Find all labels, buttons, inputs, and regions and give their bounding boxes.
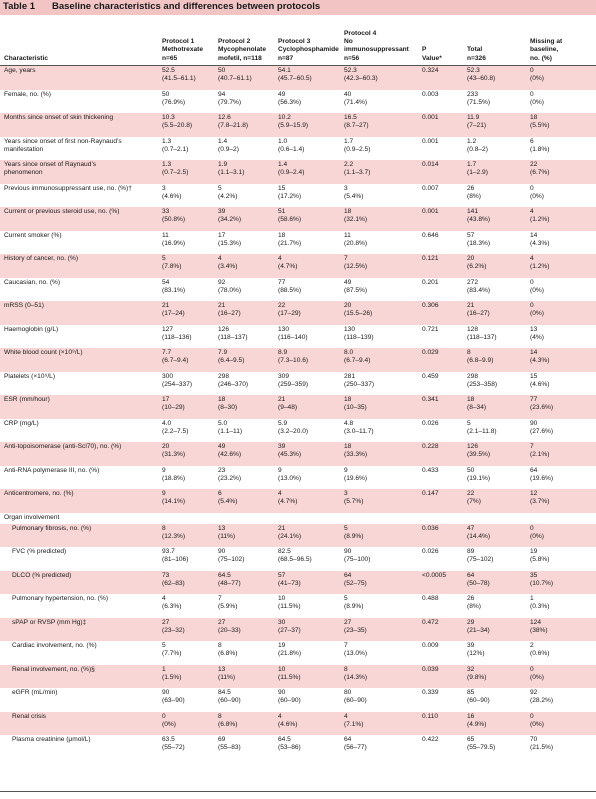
cell-total: 50 (19.1%) bbox=[467, 466, 491, 482]
cell-protocol-1: 4 (6.3%) bbox=[162, 595, 182, 611]
cell-total: 52.3 (43–60.8) bbox=[463, 66, 526, 90]
cell-total: 1.7 (1–2.9) bbox=[463, 160, 526, 184]
table-row bbox=[0, 641, 596, 665]
cell-missing: 64 (19.6%) bbox=[530, 466, 554, 482]
table-row bbox=[0, 489, 596, 513]
cell-protocol-1: 20 (31.3%) bbox=[158, 442, 214, 466]
cell-total: 272 (83.4%) bbox=[467, 278, 491, 294]
cell-missing: 0 (0%) bbox=[526, 301, 596, 325]
cell-characteristic: Months since onset of skin thickening bbox=[0, 113, 158, 137]
cell-total: 8 (6.8–9.9) bbox=[463, 348, 526, 372]
cell-protocol-3: 90 (60–90) bbox=[278, 689, 301, 705]
cell-p-value: 0.001 bbox=[418, 113, 463, 137]
cell-protocol-4: 5 (8.9%) bbox=[340, 524, 418, 548]
cell-protocol-1: 11 (16.9%) bbox=[162, 231, 186, 247]
cell-total: 26 (8%) bbox=[467, 595, 481, 611]
cell-protocol-3: 10 (11.5%) bbox=[278, 595, 301, 611]
table-row bbox=[0, 137, 596, 161]
table-row bbox=[0, 547, 596, 571]
cell-protocol-4: 8.0 (6.7–9.4) bbox=[340, 348, 418, 372]
cell-protocol-2: 1.9 (1.1–3.1) bbox=[214, 160, 274, 184]
header-p-value: P Value* bbox=[418, 20, 463, 66]
cell-p-value: 0.721 bbox=[422, 325, 439, 333]
cell-missing: 4 (1.2%) bbox=[526, 207, 596, 231]
section-row bbox=[0, 513, 596, 524]
header-total: Total n=326 bbox=[463, 20, 526, 66]
cell-protocol-4: 52.3 (42.3–60.3) bbox=[340, 66, 418, 90]
cell-missing: 12 (3.7%) bbox=[526, 489, 596, 513]
cell-protocol-3: 51 (58.6%) bbox=[274, 207, 340, 231]
cell-p-value: 0.324 bbox=[418, 66, 463, 90]
cell-protocol-3: 54.1 (45.7–60.5) bbox=[274, 66, 340, 90]
cell-p-value: 0.036 bbox=[418, 524, 463, 548]
cell-protocol-2: 84.5 (60–90) bbox=[218, 689, 241, 705]
cell-protocol-3: 21 (24.1%) bbox=[274, 524, 340, 548]
table-row bbox=[0, 712, 596, 736]
cell-missing: 0 (0%) bbox=[530, 278, 544, 294]
cell-protocol-3: 82.5 (68.5–96.5) bbox=[278, 548, 312, 564]
cell-characteristic: Pulmonary fibrosis, no. (%) bbox=[0, 524, 158, 548]
table-row bbox=[0, 466, 596, 490]
cell-characteristic: Plasma creatinine (μmol/L) bbox=[12, 736, 91, 743]
cell-characteristic: Cardiac involvement, no. (%) bbox=[12, 642, 97, 649]
table-row bbox=[0, 254, 596, 278]
cell-protocol-3: 30 (27–37) bbox=[274, 618, 340, 642]
cell-protocol-2: 69 (55–83) bbox=[218, 736, 241, 752]
table-row bbox=[0, 184, 596, 208]
cell-total: 5 (2.1–11.8) bbox=[467, 419, 497, 435]
cell-protocol-1: 50 (76.9%) bbox=[162, 90, 186, 106]
cell-protocol-3: 18 (21.7%) bbox=[278, 231, 302, 247]
table-row bbox=[0, 278, 596, 302]
cell-protocol-2: 13 (11%) bbox=[214, 524, 274, 548]
cell-protocol-4: 8 (14.3%) bbox=[340, 665, 418, 689]
cell-p-value: 0.007 bbox=[422, 184, 439, 192]
cell-total: 233 (71.5%) bbox=[467, 90, 491, 106]
table-row bbox=[0, 113, 596, 137]
cell-protocol-4: 16.5 (8.7–27) bbox=[340, 113, 418, 137]
cell-protocol-4: 18 (10–35) bbox=[340, 395, 418, 419]
cell-protocol-1: 5 (7.7%) bbox=[162, 642, 182, 658]
cell-protocol-4: 64 (56–77) bbox=[344, 736, 367, 752]
cell-missing: 77 (23.6%) bbox=[526, 395, 596, 419]
cell-characteristic: Anti-topoisomerase (anti-Scl70), no. (%) bbox=[0, 442, 158, 466]
cell-protocol-3 bbox=[274, 513, 340, 524]
cell-total: 18 (8–34) bbox=[463, 395, 526, 419]
cell-total bbox=[463, 513, 526, 524]
cell-missing: 70 (21.5%) bbox=[530, 736, 554, 752]
cell-protocol-1: 52.5 (41.5–61.1) bbox=[158, 66, 214, 90]
cell-characteristic: Years since onset of Raynaud’s phenomenon bbox=[0, 160, 158, 184]
cell-missing: 14 (4.3%) bbox=[526, 348, 596, 372]
cell-missing: 15 (4.6%) bbox=[530, 372, 550, 388]
cell-protocol-4: 11 (20.8%) bbox=[344, 231, 368, 247]
cell-characteristic: Platelets (×10⁹/L) bbox=[4, 372, 56, 380]
cell-protocol-2 bbox=[214, 513, 274, 524]
cell-p-value: 0.459 bbox=[422, 372, 439, 380]
cell-total: 16 (4.9%) bbox=[463, 712, 526, 736]
cell-p-value: 0.306 bbox=[418, 301, 463, 325]
cell-p-value: 0.001 bbox=[422, 137, 439, 145]
cell-protocol-1: 5 (7.8%) bbox=[158, 254, 214, 278]
cell-protocol-3: 9 (13.0%) bbox=[278, 466, 302, 482]
cell-protocol-3: 5.9 (3.2–20.0) bbox=[278, 419, 309, 435]
table-row bbox=[0, 594, 596, 618]
cell-missing: 1 (0.3%) bbox=[530, 595, 550, 611]
cell-protocol-2: 7 (5.9%) bbox=[218, 595, 238, 611]
cell-characteristic: Age, years bbox=[0, 66, 158, 90]
table-row bbox=[0, 735, 596, 759]
cell-missing: 4 (1.2%) bbox=[526, 254, 596, 278]
header-protocol-1: Protocol 1 Methotrexate n=65 bbox=[158, 20, 214, 66]
table-row bbox=[0, 372, 596, 396]
cell-missing: 0 (0%) bbox=[530, 90, 544, 106]
table-number: Table 1 bbox=[3, 1, 36, 12]
cell-missing: 7 (2.1%) bbox=[526, 442, 596, 466]
cell-protocol-4: 130 (118–139) bbox=[344, 325, 374, 341]
cell-total: 32 (9.8%) bbox=[463, 665, 526, 689]
table-row bbox=[0, 160, 596, 184]
cell-p-value bbox=[418, 513, 463, 524]
cell-protocol-2: 21 (16–27) bbox=[214, 301, 274, 325]
cell-total: 64 (50–78) bbox=[463, 571, 526, 595]
cell-p-value: 0.228 bbox=[418, 442, 463, 466]
table-row bbox=[0, 301, 596, 325]
cell-protocol-2: 64.5 (48–77) bbox=[214, 571, 274, 595]
cell-total: 141 (43.8%) bbox=[463, 207, 526, 231]
header-characteristic: Characteristic bbox=[0, 20, 158, 66]
cell-missing: 0 (0%) bbox=[526, 66, 596, 90]
cell-protocol-1: 3 (4.6%) bbox=[162, 184, 182, 200]
table-row bbox=[0, 688, 596, 712]
cell-p-value: 0.009 bbox=[422, 642, 439, 649]
cell-protocol-2: 17 (15.3%) bbox=[218, 231, 242, 247]
header-protocol-4: Protocol 4 No immunosuppressant n=56 bbox=[340, 20, 418, 66]
cell-protocol-4: 20 (15.5–26) bbox=[340, 301, 418, 325]
cell-protocol-4: 1.7 (0.9–2.5) bbox=[344, 137, 371, 153]
cell-protocol-1: 93.7 (81–106) bbox=[162, 548, 189, 564]
cell-protocol-2: 8 (6.8%) bbox=[218, 642, 238, 658]
cell-p-value: 0.341 bbox=[418, 395, 463, 419]
table-row bbox=[0, 90, 596, 114]
cell-protocol-4: 18 (33.3%) bbox=[340, 442, 418, 466]
cell-protocol-1: 1.3 (0.7–2.5) bbox=[158, 160, 214, 184]
cell-p-value: 0.110 bbox=[418, 712, 463, 736]
cell-protocol-1: 1.3 (0.7–2.1) bbox=[162, 137, 189, 153]
cell-missing: 92 (28.2%) bbox=[530, 689, 554, 705]
cell-protocol-4: 3 (5.7%) bbox=[340, 489, 418, 513]
cell-characteristic: DLCO (% predicted) bbox=[0, 571, 158, 595]
table-row bbox=[0, 665, 596, 689]
cell-protocol-3: 4 (4.7%) bbox=[274, 254, 340, 278]
cell-total: 89 (75–102) bbox=[467, 548, 494, 564]
cell-protocol-4: 7 (12.5%) bbox=[340, 254, 418, 278]
cell-protocol-4: 3 (5.4%) bbox=[344, 184, 364, 200]
cell-total: 47 (14.4%) bbox=[463, 524, 526, 548]
cell-protocol-2: 298 (246–370) bbox=[218, 372, 249, 388]
table-caption: Baseline characteristics and differences between protocols bbox=[52, 1, 321, 12]
cell-missing: 14 (4.3%) bbox=[530, 231, 550, 247]
table-row bbox=[0, 442, 596, 466]
cell-characteristic: mRSS (0–51) bbox=[0, 301, 158, 325]
cell-protocol-4: 40 (71.4%) bbox=[344, 90, 368, 106]
cell-p-value: 0.026 bbox=[422, 419, 439, 427]
baseline-table bbox=[0, 20, 596, 759]
cell-missing bbox=[526, 513, 596, 524]
cell-protocol-1: 300 (254–337) bbox=[162, 372, 193, 388]
cell-total: 65 (55–79.5) bbox=[467, 736, 496, 752]
cell-characteristic: Organ involvement bbox=[4, 513, 60, 521]
cell-p-value: 0.121 bbox=[418, 254, 463, 278]
table-row bbox=[0, 348, 596, 372]
cell-characteristic: White blood count (×10⁹/L) bbox=[0, 348, 158, 372]
bottom-rule bbox=[0, 791, 596, 792]
cell-protocol-4: 2.2 (1.1–3.7) bbox=[340, 160, 418, 184]
cell-total: 57 (18.3%) bbox=[467, 231, 491, 247]
cell-p-value: 0.422 bbox=[422, 736, 439, 743]
cell-missing: 0 (0%) bbox=[530, 184, 544, 200]
cell-p-value: 0.014 bbox=[418, 160, 463, 184]
cell-protocol-1: 9 (14.1%) bbox=[158, 489, 214, 513]
cell-protocol-4: 9 (19.6%) bbox=[344, 466, 368, 482]
cell-protocol-4: 64 (52–75) bbox=[340, 571, 418, 595]
cell-protocol-3: 15 (17.2%) bbox=[278, 184, 302, 200]
cell-protocol-3: 39 (45.3%) bbox=[274, 442, 340, 466]
cell-protocol-2: 126 (118–137) bbox=[218, 325, 248, 341]
cell-p-value: 0.488 bbox=[422, 595, 439, 602]
cell-protocol-3: 1.4 (0.9–2.4) bbox=[274, 160, 340, 184]
cell-protocol-1: 9 (18.8%) bbox=[162, 466, 186, 482]
cell-protocol-1: 4.0 (2.2–7.5) bbox=[162, 419, 189, 435]
cell-characteristic: Anticentromere, no. (%) bbox=[0, 489, 158, 513]
cell-protocol-3: 21 (9–48) bbox=[274, 395, 340, 419]
cell-missing: 0 (0%) bbox=[526, 524, 596, 548]
cell-characteristic: Caucasian, no. (%) bbox=[4, 278, 61, 286]
cell-total: 298 (253–358) bbox=[467, 372, 498, 388]
cell-protocol-4: 281 (250–337) bbox=[344, 372, 375, 388]
header-protocol-2: Protocol 2 Mycophenolate mofetil, n=118 bbox=[214, 20, 274, 66]
cell-p-value: 0.147 bbox=[418, 489, 463, 513]
cell-protocol-3: 8.9 (7.3–10.6) bbox=[274, 348, 340, 372]
cell-total: 85 (60–90) bbox=[467, 689, 490, 705]
cell-missing: 0 (0%) bbox=[526, 665, 596, 689]
cell-missing: 90 (27.6%) bbox=[530, 419, 554, 435]
cell-protocol-2: 13 (11%) bbox=[214, 665, 274, 689]
table-body bbox=[0, 66, 596, 759]
cell-missing: 0 (0%) bbox=[526, 712, 596, 736]
cell-total: 20 (6.2%) bbox=[463, 254, 526, 278]
cell-protocol-4: 49 (87.5%) bbox=[344, 278, 368, 294]
cell-total: 39 (12%) bbox=[467, 642, 485, 658]
cell-protocol-1: 63.5 (55–72) bbox=[162, 736, 185, 752]
cell-total: 29 (21–34) bbox=[463, 618, 526, 642]
cell-protocol-2: 5.0 (1.1–11) bbox=[218, 419, 243, 435]
cell-p-value: 0.039 bbox=[418, 665, 463, 689]
cell-protocol-1: 54 (83.1%) bbox=[162, 278, 186, 294]
cell-characteristic: eGFR (mL/min) bbox=[12, 689, 58, 696]
cell-characteristic: Pulmonary hypertension, no. (%) bbox=[12, 595, 109, 602]
cell-missing: 124 (38%) bbox=[526, 618, 596, 642]
cell-protocol-2: 5 (4.2%) bbox=[218, 184, 238, 200]
cell-protocol-1: 10.3 (5.5–20.8) bbox=[158, 113, 214, 137]
cell-missing: 13 (4%) bbox=[530, 325, 544, 341]
cell-protocol-3: 309 (259–359) bbox=[278, 372, 309, 388]
cell-protocol-1: 33 (50.8%) bbox=[158, 207, 214, 231]
table-row bbox=[0, 618, 596, 642]
cell-protocol-3: 64.5 (53–86) bbox=[278, 736, 301, 752]
cell-p-value: 0.001 bbox=[418, 207, 463, 231]
cell-protocol-1: 73 (62–83) bbox=[158, 571, 214, 595]
cell-p-value: 0.003 bbox=[422, 90, 439, 98]
cell-protocol-4: 5 (8.9%) bbox=[344, 595, 364, 611]
cell-protocol-2: 6 (5.4%) bbox=[214, 489, 274, 513]
cell-protocol-3: 130 (116–140) bbox=[278, 325, 308, 341]
cell-protocol-1: 27 (23–32) bbox=[158, 618, 214, 642]
cell-protocol-4: 80 (60–90) bbox=[344, 689, 367, 705]
table-row bbox=[0, 524, 596, 548]
cell-protocol-1: 7.7 (6.7–9.4) bbox=[158, 348, 214, 372]
cell-protocol-2: 94 (79.7%) bbox=[218, 90, 242, 106]
cell-protocol-1: 17 (10–29) bbox=[158, 395, 214, 419]
cell-protocol-2: 49 (42.6%) bbox=[214, 442, 274, 466]
header-protocol-3: Protocol 3 Cyclophosphamide n=87 bbox=[274, 20, 340, 66]
table-row bbox=[0, 325, 596, 349]
cell-p-value: 0.472 bbox=[418, 618, 463, 642]
cell-protocol-4 bbox=[340, 513, 418, 524]
cell-characteristic: Renal crisis bbox=[0, 712, 158, 736]
cell-p-value: 0.029 bbox=[418, 348, 463, 372]
cell-characteristic: CRP (mg/L) bbox=[4, 419, 39, 427]
table-row bbox=[0, 395, 596, 419]
table-row bbox=[0, 66, 596, 90]
cell-protocol-3: 10.2 (5.9–15.9) bbox=[274, 113, 340, 137]
cell-characteristic: ESR (mm/hour) bbox=[0, 395, 158, 419]
cell-missing: 35 (10.7%) bbox=[526, 571, 596, 595]
cell-protocol-3: 22 (17–29) bbox=[274, 301, 340, 325]
cell-characteristic: FVC (% predicted) bbox=[12, 548, 67, 555]
cell-p-value: 0.646 bbox=[422, 231, 439, 239]
cell-protocol-3: 77 (88.5%) bbox=[278, 278, 302, 294]
cell-protocol-3: 19 (21.8%) bbox=[278, 642, 302, 658]
cell-protocol-2: 50 (40.7–61.1) bbox=[214, 66, 274, 90]
header-missing: Missing at baseline, no. (%) bbox=[526, 20, 596, 66]
cell-protocol-2: 90 (75–102) bbox=[218, 548, 245, 564]
cell-characteristic: Renal involvement, no. (%)§ bbox=[0, 665, 158, 689]
cell-p-value: 0.201 bbox=[422, 278, 439, 286]
cell-characteristic: Current or previous steroid use, no. (%) bbox=[0, 207, 158, 231]
cell-characteristic: Previous immunosuppressant use, no. (%)† bbox=[4, 184, 132, 192]
cell-total: 126 (39.5%) bbox=[463, 442, 526, 466]
cell-protocol-1: 1 (1.5%) bbox=[158, 665, 214, 689]
cell-protocol-1: 21 (17–24) bbox=[158, 301, 214, 325]
cell-characteristic: sPAP or RVSP (mm Hg)‡ bbox=[0, 618, 158, 642]
cell-protocol-4: 7 (13.0%) bbox=[344, 642, 368, 658]
cell-protocol-4: 90 (75–100) bbox=[344, 548, 371, 564]
cell-protocol-3: 10 (11.5%) bbox=[274, 665, 340, 689]
cell-total: 26 (8%) bbox=[467, 184, 481, 200]
cell-characteristic: Anti-RNA polymerase III, no. (%) bbox=[4, 466, 100, 474]
table-row bbox=[0, 231, 596, 255]
cell-protocol-1: 0 (0%) bbox=[158, 712, 214, 736]
cell-characteristic: Haemoglobin (g/L) bbox=[4, 325, 59, 333]
cell-protocol-4: 18 (32.1%) bbox=[340, 207, 418, 231]
cell-protocol-3: 4 (4.7%) bbox=[274, 489, 340, 513]
header-row bbox=[0, 20, 596, 66]
cell-protocol-2: 1.4 (0.9–2) bbox=[218, 137, 239, 153]
cell-protocol-2: 8 (6.8%) bbox=[214, 712, 274, 736]
cell-missing: 2 (0.6%) bbox=[530, 642, 550, 658]
table-row bbox=[0, 419, 596, 443]
cell-total: 11.9 (7–21) bbox=[463, 113, 526, 137]
cell-protocol-2: 4 (3.4%) bbox=[214, 254, 274, 278]
cell-total: 1.2 (0.8–2) bbox=[467, 137, 488, 153]
cell-protocol-1: 8 (12.3%) bbox=[158, 524, 214, 548]
cell-missing: 22 (6.7%) bbox=[526, 160, 596, 184]
cell-protocol-1: 90 (63–90) bbox=[162, 689, 185, 705]
cell-protocol-3: 57 (41–73) bbox=[274, 571, 340, 595]
cell-p-value: 0.026 bbox=[422, 548, 439, 555]
cell-protocol-2: 7.9 (6.4–9.5) bbox=[214, 348, 274, 372]
table-row bbox=[0, 207, 596, 231]
cell-p-value: 0.433 bbox=[422, 466, 439, 474]
cell-characteristic: Years since onset of first non-Raynaud’s manifestation bbox=[4, 137, 122, 153]
cell-protocol-3: 1.0 (0.6–1.4) bbox=[278, 137, 305, 153]
cell-protocol-1 bbox=[158, 513, 214, 524]
cell-characteristic: Female, no. (%) bbox=[4, 90, 51, 98]
cell-protocol-2: 92 (78.0%) bbox=[218, 278, 242, 294]
cell-protocol-4: 4 (7.1%) bbox=[340, 712, 418, 736]
cell-missing: 19 (5.8%) bbox=[530, 548, 550, 564]
cell-total: 128 (118–137) bbox=[467, 325, 497, 341]
table-row bbox=[0, 571, 596, 595]
cell-protocol-4: 4.8 (3.0–11.7) bbox=[344, 419, 374, 435]
cell-missing: 18 (5.5%) bbox=[526, 113, 596, 137]
cell-protocol-3: 4 (4.6%) bbox=[274, 712, 340, 736]
cell-total: 21 (16–27) bbox=[463, 301, 526, 325]
cell-p-value: 0.339 bbox=[422, 689, 439, 696]
cell-missing: 6 (1.8%) bbox=[530, 137, 550, 153]
cell-protocol-2: 23 (23.2%) bbox=[218, 466, 242, 482]
cell-protocol-4: 27 (23–35) bbox=[340, 618, 418, 642]
cell-protocol-2: 18 (8–30) bbox=[214, 395, 274, 419]
table-title-bar bbox=[0, 0, 596, 15]
cell-total: 22 (7%) bbox=[463, 489, 526, 513]
cell-characteristic: Current smoker (%) bbox=[4, 231, 62, 239]
cell-p-value: <0.0005 bbox=[418, 571, 463, 595]
cell-protocol-2: 27 (20–33) bbox=[214, 618, 274, 642]
cell-protocol-1: 127 (118–136) bbox=[162, 325, 192, 341]
cell-protocol-3: 49 (56.3%) bbox=[278, 90, 302, 106]
cell-protocol-2: 12.6 (7.8–21.8) bbox=[214, 113, 274, 137]
cell-protocol-2: 39 (34.2%) bbox=[214, 207, 274, 231]
cell-characteristic: History of cancer, no. (%) bbox=[0, 254, 158, 278]
